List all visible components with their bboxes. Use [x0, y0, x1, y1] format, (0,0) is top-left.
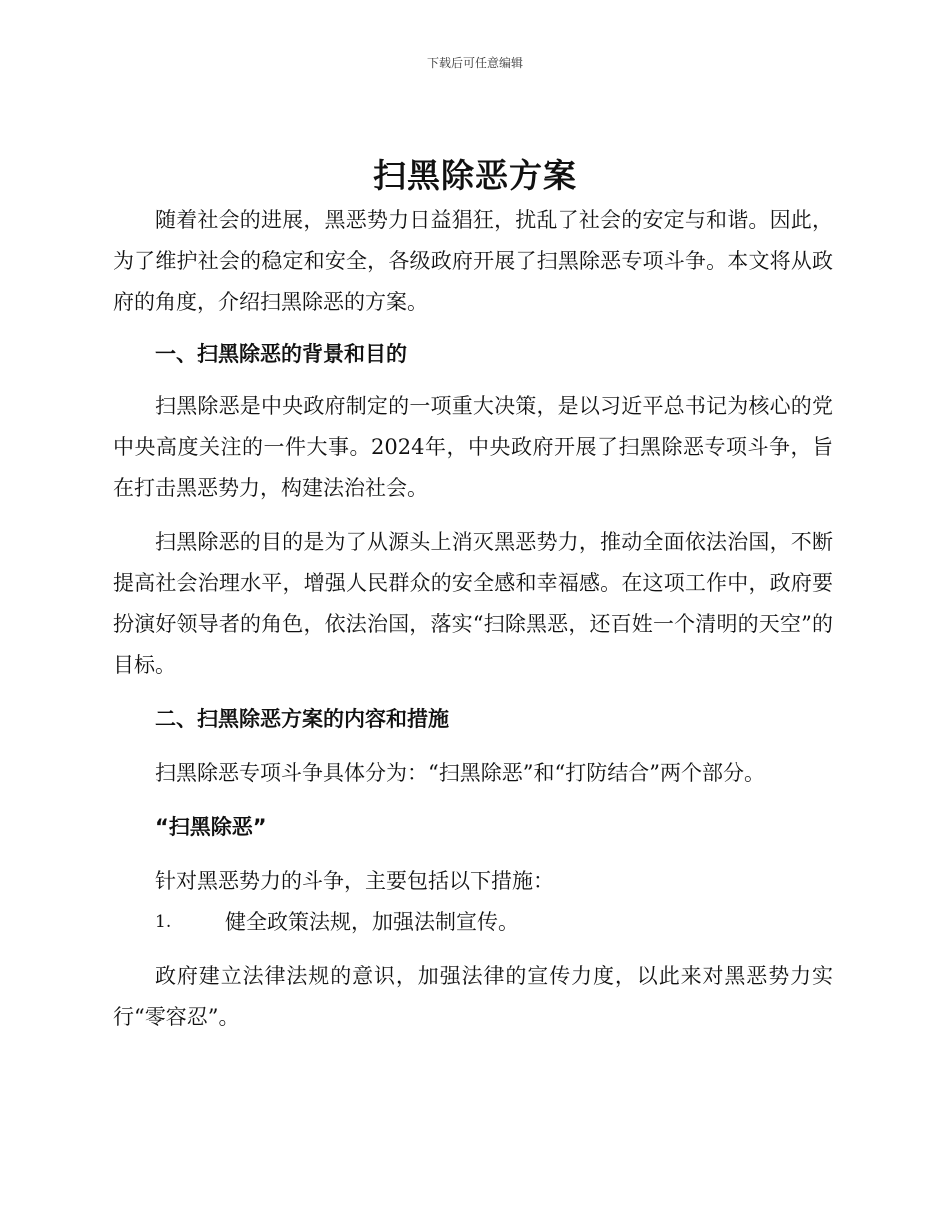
section-2-subheading: “扫黑除恶” — [155, 815, 267, 839]
section-1-paragraph-2: 扫黑除恶的目的是为了从源头上消灭黑恶势力，推动全面依法治国，不断提高社会治理水平，增强人民群众的安全感和幸福感。在这项工作中，政府要扮演好领导者的角色，依法治国，落实“扫除黑恶，还百姓一个清明的天空”的目标。 — [113, 530, 833, 677]
section-2-paragraph-3: 政府建立法律法规的意识，加强法律的宣传力度，以此来对黑恶势力实行“零容忍”。 — [113, 964, 833, 1029]
section-2-heading: 二、扫黑除恶方案的内容和措施 — [155, 707, 449, 731]
section-2-paragraph-2: 针对黑恶势力的斗争，主要包括以下措施： — [155, 869, 554, 893]
section-1-heading: 一、扫黑除恶的背景和目的 — [155, 342, 407, 366]
document-title: 扫黑除恶方案 — [373, 156, 577, 195]
list-item-number: 1. — [155, 912, 172, 932]
list-item — [113, 902, 833, 943]
page-header: 下载后可任意编辑 — [426, 56, 523, 70]
intro-paragraph: 随着社会的进展，黑恶势力日益猖狂，扰乱了社会的安定与和谐。因此，为了维护社会的稳定和安全，各级政府开展了扫黑除恶专项斗争。本文将从政府的角度，介绍扫黑除恶的方案。 — [113, 208, 833, 314]
document-body — [113, 200, 833, 1038]
section-2-paragraph-1: 扫黑除恶专项斗争具体分为：“扫黑除恶”和“打防结合”两个部分。 — [155, 761, 765, 785]
section-1-paragraph-1: 扫黑除恶是中央政府制定的一项重大决策，是以习近平总书记为核心的党中央高度关注的一件大事。2024年，中央政府开展了扫黑除恶专项斗争，旨在打击黑恶势力，构建法治社会。 — [113, 394, 833, 500]
list-item-text: 健全政策法规，加强法制宣传。 — [225, 910, 519, 934]
